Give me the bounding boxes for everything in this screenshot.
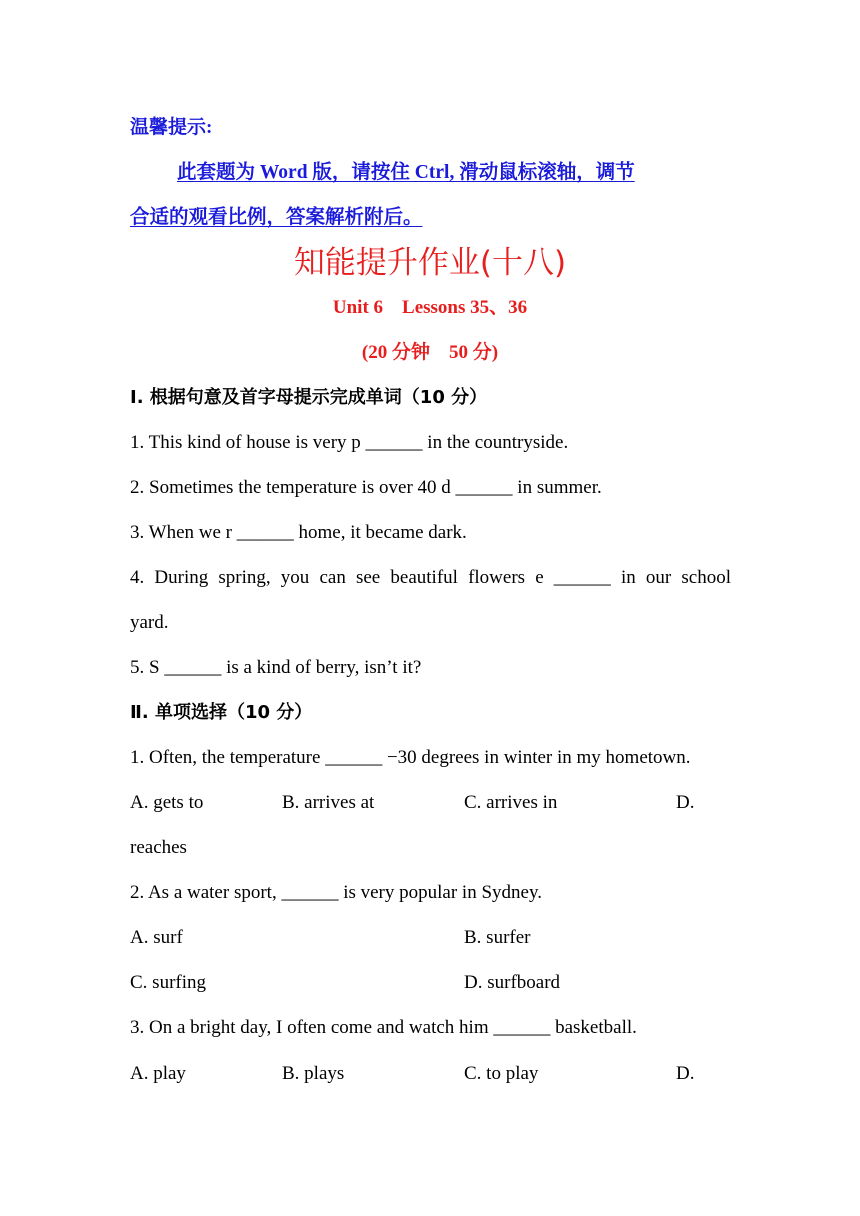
unit-subtitle: Unit 6 Lessons 35、36 — [332, 297, 528, 318]
q2-option-b: B. surfer — [464, 927, 531, 948]
q2-option-c: C. surfing — [130, 972, 206, 993]
notice-line-1[interactable]: 此套题为 Word 版，请按住 Ctrl, 滑动鼠标滚轴，调节 — [177, 162, 635, 183]
q1-option-b: B. arrives at — [282, 792, 375, 813]
q3-option-b: B. plays — [282, 1063, 345, 1084]
s1-item-5: 5. S ______ is a kind of berry, isn’t it? — [130, 657, 422, 678]
notice-line-2[interactable]: 合适的观看比例，答案解析附后。 — [130, 207, 423, 228]
q3-option-d: D. — [676, 1063, 695, 1084]
q1-stem: 1. Often, the temperature ______ −30 degrees in winter in my hometown. — [130, 747, 691, 768]
section-2-heading: Ⅱ. 单项选择（10 分） — [130, 702, 313, 723]
q3-option-c: C. to play — [464, 1063, 539, 1084]
s1-item-3: 3. When we r ______ home, it became dark. — [130, 522, 467, 543]
q1-option-d: D. — [676, 792, 695, 813]
section-1-heading: Ⅰ. 根据句意及首字母提示完成单词（10 分） — [130, 387, 488, 408]
q3-option-a: A. play — [130, 1063, 186, 1084]
page-title: 知能提升作业(十八) — [293, 245, 567, 281]
q1-option-a: A. gets to — [130, 792, 204, 813]
q1-option-c: C. arrives in — [464, 792, 558, 813]
q3-stem: 3. On a bright day, I often come and watch him ______ basketball. — [130, 1017, 637, 1038]
q2-stem: 2. As a water sport, ______ is very popular in Sydney. — [130, 882, 542, 903]
time-score: (20 分钟 50 分) — [361, 342, 499, 363]
s1-item-1: 1. This kind of house is very p ______ in the countryside. — [130, 432, 569, 453]
s1-item-2: 2. Sometimes the temperature is over 40 d ______ in summer. — [130, 477, 602, 498]
s1-item-4: 4. During spring, you can see beautiful flowers e ______ in our school — [130, 567, 731, 588]
notice-title: 温馨提示: — [130, 117, 213, 138]
q2-option-a: A. surf — [130, 927, 183, 948]
q2-option-d: D. surfboard — [464, 972, 561, 993]
q1-option-d-cont: reaches — [130, 837, 187, 858]
s1-item-4-cont: yard. — [130, 612, 169, 633]
